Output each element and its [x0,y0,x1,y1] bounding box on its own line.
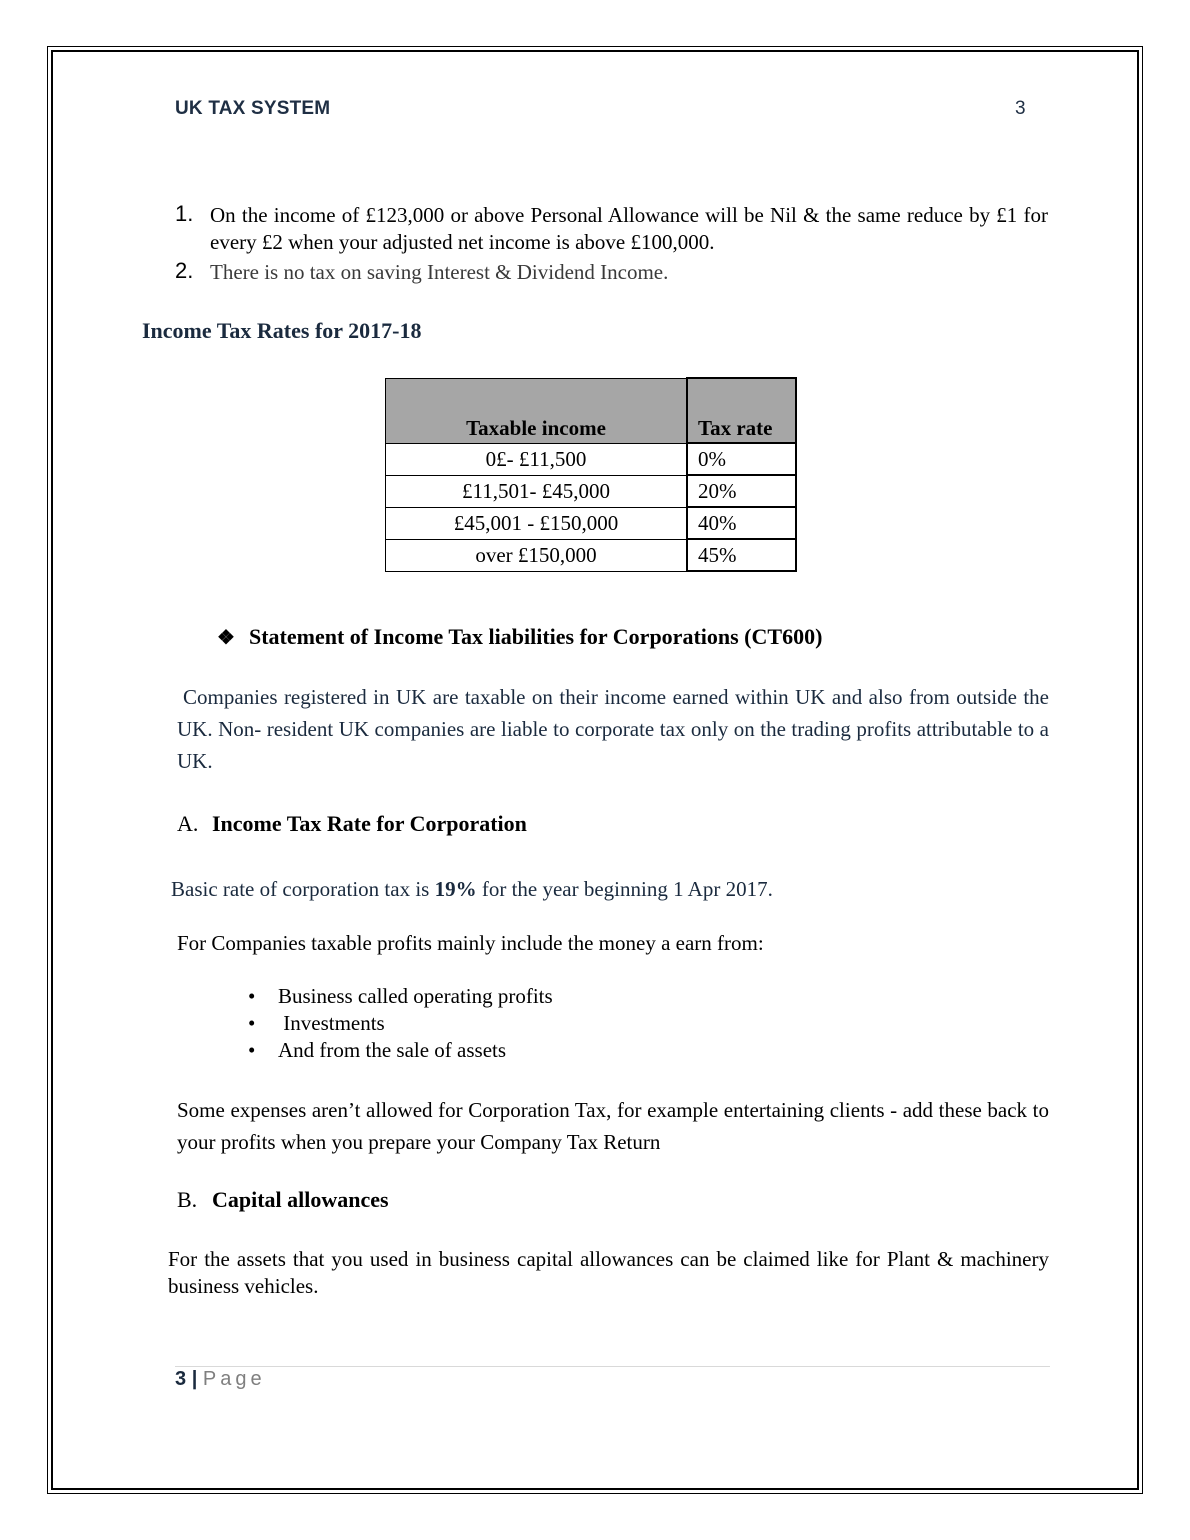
tax-rate: 45% [687,539,796,571]
section-b-letter: B. [177,1187,198,1212]
income-band: 0£- £11,500 [386,443,688,475]
section-a-letter: A. [177,811,199,836]
tax-rate: 0% [687,443,796,475]
basic-rate-value: 19% [434,877,477,901]
list-item-text: On the income of £123,000 or above Personal Allowance will be Nil & the same reduce by £1 for every £2 when your adjusted net income is above £100,000. [210,203,1048,254]
list-item-text: There is no tax on saving Interest & Dividend Income. [210,260,669,284]
table-row [386,539,797,571]
tax-rate: 20% [687,475,796,507]
table-row [386,507,797,539]
basic-rate-before: Basic rate of corporation tax is [171,877,435,901]
section-a-heading [177,811,527,837]
list-marker: 1. [175,201,194,226]
footer [175,1368,266,1391]
diamond-bullet-icon: ❖ [217,627,235,649]
column-header-tax-rate: Tax rate [687,378,796,443]
header-title: UK TAX SYSTEM [175,98,331,119]
section-b-title: Capital allowances [212,1187,389,1212]
list-item: • Investments [248,1010,553,1037]
footer-page-number: 3 [175,1368,187,1390]
tax-rate: 40% [687,507,796,539]
section-a-title: Income Tax Rate for Corporation [212,811,527,836]
list-item: • Business called operating profits [248,983,553,1010]
companies-paragraph: Companies registered in UK are taxable on their income earned within UK and also from outside the UK. Non- resident UK companies are liable to corporate tax only on the trading profits attributable to a UK. [177,685,1049,773]
profit-items-list [248,983,553,1064]
header-page-number: 3 [1015,98,1026,119]
footer-separator: | [191,1368,198,1390]
list-marker: 2. [175,258,194,283]
expenses-paragraph: Some expenses aren’t allowed for Corporation Tax, for example entertaining clients - add these back to your profits when you prepare your Company Tax Return [177,1098,1049,1154]
assets-paragraph: For the assets that you used in business capital allowances can be claimed like for Plant & machinery business vehicles. [168,1247,1049,1298]
basic-rate-after: for the year beginning 1 Apr 2017. [476,877,773,901]
table-row [386,475,797,507]
income-band: £45,001 - £150,000 [386,507,688,539]
list-item: • And from the sale of assets [248,1037,553,1064]
section-b-heading [177,1187,389,1213]
table-header-row [386,378,797,443]
footer-page-label: Page [202,1368,266,1390]
statement-heading [217,624,822,650]
rates-heading: Income Tax Rates for 2017-18 [142,318,422,343]
footer-divider [175,1366,1050,1367]
basic-rate-paragraph [171,873,1051,905]
profits-intro: For Companies taxable profits mainly include the money a earn from: [177,931,764,955]
tax-rates-table [385,377,797,572]
table-row [386,443,797,475]
income-band: £11,501- £45,000 [386,475,688,507]
column-header-taxable-income: Taxable income [386,378,688,443]
statement-heading-text: Statement of Income Tax liabilities for Corporations (CT600) [249,624,823,649]
income-band: over £150,000 [386,539,688,571]
